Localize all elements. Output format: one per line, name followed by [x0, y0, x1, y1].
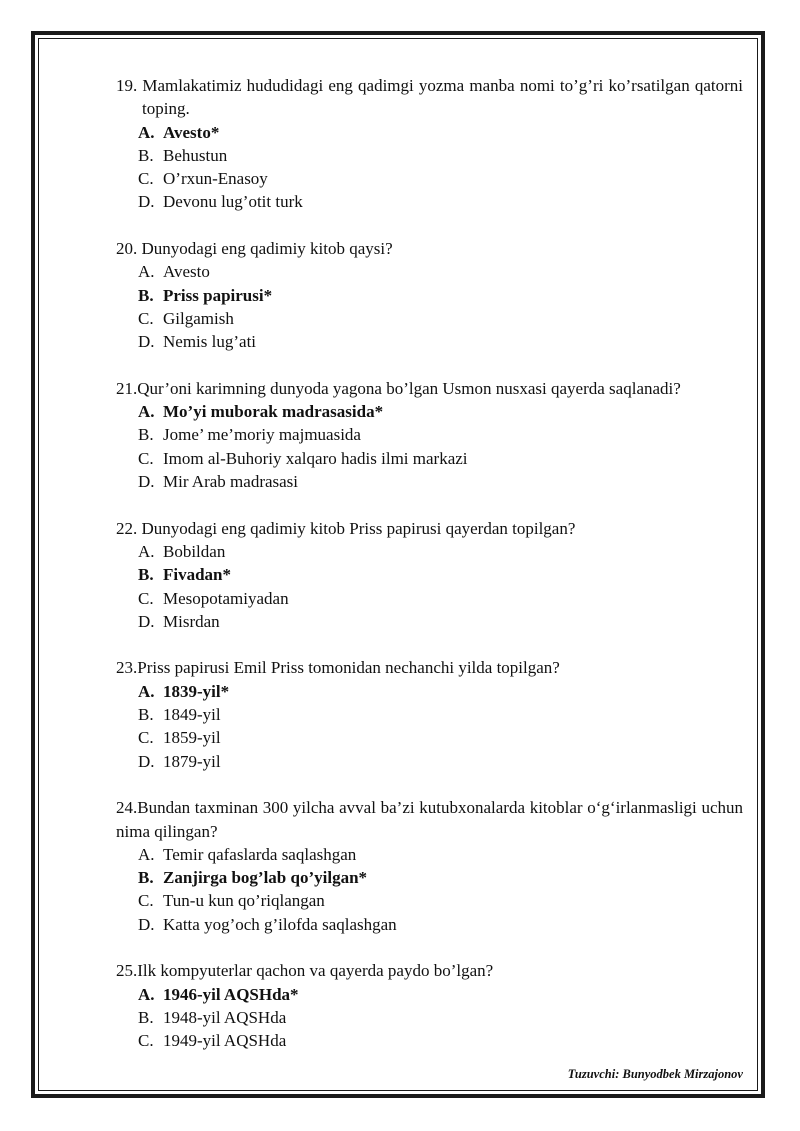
question-19	[116, 74, 743, 214]
option-letter: B.	[138, 285, 154, 305]
option-d	[116, 750, 743, 773]
option-letter: C.	[138, 728, 154, 748]
quiz-content	[116, 74, 743, 1076]
option-letter: A.	[138, 402, 155, 422]
option-letter: B.	[138, 565, 154, 585]
option-text: 1839-yil*	[163, 681, 230, 701]
option-text: Mesopotamiyadan	[163, 588, 289, 608]
question-stem: 23.Priss papirusi Emil Priss tomonidan nechanchi yilda topilgan?	[116, 658, 560, 678]
option-c	[116, 726, 743, 749]
option-text: Katta yog’och g’ilofda saqlashgan	[163, 914, 397, 934]
option-b-correct	[116, 563, 743, 586]
option-b-correct	[116, 284, 743, 307]
option-letter: B.	[138, 868, 154, 888]
option-a	[116, 540, 743, 563]
question-stem: 24.Bundan taxminan 300 yilcha avval ba’zi kutubxonalarda kitoblar o‘g‘irlanmasligi uchun nima qilingan?	[116, 798, 743, 841]
option-c	[116, 587, 743, 610]
question-23	[116, 656, 743, 772]
question-24	[116, 796, 743, 936]
question-stem: 19. Mamlakatimiz hududidagi eng qadimgi yozma manba nomi to’g’ri ko’rsatilgan qatorni toping.	[116, 76, 743, 119]
option-letter: D.	[138, 472, 155, 492]
option-letter: D.	[138, 611, 155, 631]
option-c	[116, 447, 743, 470]
option-a-correct	[116, 400, 743, 423]
option-letter: C.	[138, 588, 154, 608]
option-d	[116, 913, 743, 936]
option-b-correct	[116, 866, 743, 889]
option-letter: A.	[138, 262, 155, 282]
option-a	[116, 843, 743, 866]
option-text: Mo’yi muborak madrasasida*	[163, 402, 384, 422]
option-letter: D.	[138, 332, 155, 352]
option-text: Jome’ me’moriy majmuasida	[163, 425, 361, 445]
option-letter: C.	[138, 891, 154, 911]
question-22	[116, 517, 743, 633]
option-text: 1879-yil	[163, 751, 221, 771]
question-stem: 22. Dunyodagi eng qadimiy kitob Priss papirusi qayerdan topilgan?	[116, 518, 576, 538]
option-c	[116, 307, 743, 330]
option-a-correct	[116, 680, 743, 703]
option-letter: B.	[138, 1007, 154, 1027]
question-20	[116, 237, 743, 353]
option-text: 1859-yil	[163, 728, 221, 748]
option-letter: C.	[138, 308, 154, 328]
option-text: Temir qafaslarda saqlashgan	[163, 844, 357, 864]
option-text: Zanjirga bog’lab qo’yilgan*	[163, 868, 368, 888]
option-text: Tun-u kun qo’riqlangan	[163, 891, 325, 911]
option-letter: A.	[138, 122, 155, 142]
option-d	[116, 190, 743, 213]
option-letter: B.	[138, 425, 154, 445]
option-text: Mir Arab madrasasi	[163, 472, 299, 492]
option-letter: A.	[138, 844, 155, 864]
option-text: Avesto	[163, 262, 210, 282]
option-letter: C.	[138, 169, 154, 189]
option-letter: A.	[138, 681, 155, 701]
option-text: O’rxun-Enasoy	[163, 169, 268, 189]
option-b	[116, 703, 743, 726]
option-letter: D.	[138, 751, 155, 771]
option-text: 1949-yil AQSHda	[163, 1031, 287, 1051]
option-letter: C.	[138, 1031, 154, 1051]
option-text: Priss papirusi*	[163, 285, 273, 305]
option-text: Devonu lug’otit turk	[163, 192, 303, 212]
question-stem: 20. Dunyodagi eng qadimiy kitob qaysi?	[116, 239, 393, 259]
option-letter: A.	[138, 541, 155, 561]
question-25	[116, 959, 743, 1052]
question-stem: 21.Qur’oni karimning dunyoda yagona bo’lgan Usmon nusxasi qayerda saqlanadi?	[116, 378, 681, 398]
footer-author: Tuzuvchi: Bunyodbek Mirzajonov	[567, 1067, 743, 1081]
option-text: Bobildan	[163, 541, 226, 561]
option-d	[116, 470, 743, 493]
option-b	[116, 423, 743, 446]
option-text: Behustun	[163, 145, 228, 165]
question-21	[116, 377, 743, 493]
option-c	[116, 889, 743, 912]
option-c	[116, 1029, 743, 1052]
option-letter: C.	[138, 448, 154, 468]
option-d	[116, 330, 743, 353]
option-a-correct	[116, 983, 743, 1006]
option-b	[116, 144, 743, 167]
question-stem: 25.Ilk kompyuterlar qachon va qayerda paydo bo’lgan?	[116, 961, 494, 981]
option-letter: B.	[138, 705, 154, 725]
option-text: 1849-yil	[163, 705, 221, 725]
option-letter: B.	[138, 145, 154, 165]
option-letter: A.	[138, 984, 155, 1004]
option-c	[116, 167, 743, 190]
option-a-correct	[116, 121, 743, 144]
option-text: 1948-yil AQSHda	[163, 1007, 287, 1027]
option-text: Imom al-Buhoriy xalqaro hadis ilmi markazi	[163, 448, 468, 468]
option-text: Misrdan	[163, 611, 220, 631]
option-b	[116, 1006, 743, 1029]
option-text: Fivadan*	[163, 565, 232, 585]
option-d	[116, 610, 743, 633]
option-text: Avesto*	[163, 122, 220, 142]
option-letter: D.	[138, 192, 155, 212]
option-text: Gilgamish	[163, 308, 234, 328]
option-text: Nemis lug’ati	[163, 332, 257, 352]
option-a	[116, 260, 743, 283]
option-text: 1946-yil AQSHda*	[163, 984, 299, 1004]
option-letter: D.	[138, 914, 155, 934]
